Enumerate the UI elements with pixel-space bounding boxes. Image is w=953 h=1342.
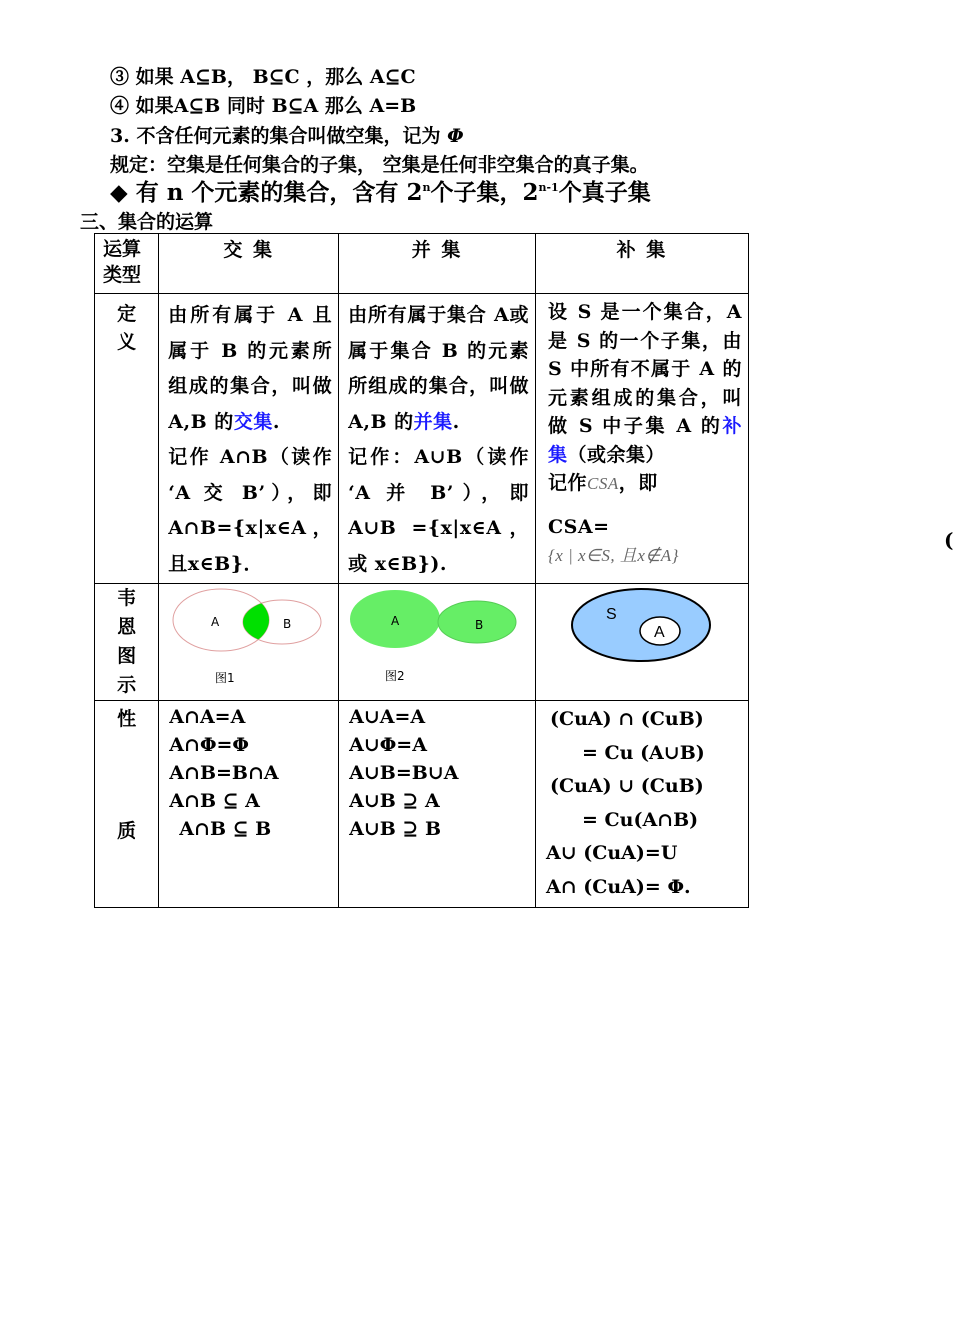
complement-formula: {x | x∈S, 且x∉A} — [547, 546, 679, 565]
property-item: (CuA) ∪ (CuB) — [549, 775, 704, 797]
intersection-definition — [159, 294, 339, 584]
intersection-def-period: . — [272, 410, 280, 433]
properties-row — [95, 701, 749, 908]
intersection-def-text: 由所有属于 A 且属于 B 的元素所组成的集合，叫做 A,B 的 — [168, 304, 333, 433]
venn-union-cell — [339, 584, 536, 701]
header-complement: 补 集 — [535, 234, 748, 294]
properties-label-2: 质 — [117, 820, 137, 842]
union-def-text: 由所有属于集合 A或属于集合 B 的元素所组成的集合，叫做 A,B 的 — [348, 304, 529, 433]
header-union: 并 集 — [339, 234, 536, 294]
property-item: A∩A=A — [169, 706, 246, 728]
property-item: A∪A=A — [349, 706, 426, 728]
union-definition — [339, 294, 536, 584]
property-item: A∪B ⊇ A — [349, 790, 440, 812]
property-item: A∩Φ=Φ — [169, 734, 249, 756]
fig3-label-a: A — [653, 624, 665, 641]
property-item: (CuA) ∩ (CuB) — [549, 708, 704, 730]
intersection-term: 交集 — [233, 410, 273, 433]
union-term: 并集 — [413, 410, 453, 433]
header-type-label-1: 运算 — [103, 238, 142, 260]
intro-line-empty-set — [110, 121, 464, 148]
complement-term: 补集 — [547, 415, 742, 466]
empty-set-symbol: Φ — [447, 125, 464, 147]
venn-complement-cell — [535, 584, 748, 701]
union-notation: 记作：A∪B（读作 ‘A 并 B’），即 A∪B ={x|x∈A，或 x∈B}). — [348, 446, 529, 575]
venn-row — [95, 584, 749, 701]
venn-label-4: 示 — [117, 674, 137, 696]
fig1-caption: 图1 — [215, 671, 235, 685]
complement-alt-name: （或余集） — [567, 443, 666, 466]
fig1-label-b: B — [283, 617, 292, 631]
complement-def-text: 设 S 是一个集合，A 是 S 的一个子集，由 S 中所有不属于 A 的元素组成的集合，叫做 S 中子集 A 的 — [547, 301, 742, 437]
spacer — [548, 499, 742, 513]
intersection-notation: 记作 A∩B（读作 ‘A 交 B’），即 A∩B={x|x∈A，且x∈B}． — [168, 446, 333, 575]
definition-row — [95, 294, 749, 584]
property-item: A∩ (CuA)= Φ. — [545, 875, 691, 898]
property-item: A∪B ⊇ B — [349, 818, 442, 840]
venn-intersection-cell — [159, 584, 339, 701]
complement-symbol: CSA — [587, 474, 619, 493]
venn-union-diagram — [339, 584, 535, 697]
intro-line-transitive: ③ 如果 A⊆B， B⊆C ，那么 A⊆C — [110, 66, 416, 88]
venn-complement-diagram — [536, 584, 748, 697]
property-item: = Cu(A∩B) — [581, 808, 699, 831]
fig2-caption: 图2 — [385, 669, 405, 683]
complement-formula-label: CSA= — [547, 515, 610, 538]
section-title: 三、集合的运算 — [80, 211, 214, 233]
set-operations-table — [94, 233, 749, 908]
subset-count-mid: 个子集，2 — [430, 179, 539, 206]
empty-set-text: 3. 不含任何元素的集合叫做空集，记为 — [110, 125, 448, 147]
property-item: A∩B=B∩A — [169, 762, 279, 784]
complement-that-is: ，即 — [618, 472, 658, 494]
venn-label-3: 图 — [117, 645, 137, 667]
intro-line-equality: ④ 如果A⊆B 同时 B⊆A 那么 A=B — [110, 95, 417, 117]
venn-label-2: 恩 — [117, 616, 137, 638]
property-item: A∪Φ=A — [349, 734, 427, 756]
union-properties — [339, 701, 536, 908]
definition-label-cell — [95, 294, 159, 584]
fig3-label-s: S — [605, 606, 617, 623]
complement-notation-label: 记作 — [547, 472, 587, 494]
header-row — [95, 234, 749, 294]
venn-label-cell — [95, 584, 159, 701]
property-item: A∩B ⊆ B — [179, 818, 272, 840]
intersection-properties — [159, 701, 339, 908]
fig1-label-a: A — [211, 615, 220, 629]
complement-properties — [535, 701, 748, 908]
complement-definition — [535, 294, 748, 584]
intro-line-subset-count — [110, 174, 651, 207]
header-type-label-2: 类型 — [103, 264, 142, 286]
subset-count-suffix: 个真子集 — [558, 179, 651, 206]
definition-label-2: 义 — [117, 331, 137, 353]
fig2-label-b: B — [475, 618, 484, 632]
property-item: A∪ (CuA)=U — [545, 842, 678, 864]
header-type-cell — [95, 234, 159, 294]
proper-subset-exponent: n-1 — [538, 181, 559, 194]
properties-label-cell — [95, 701, 159, 908]
header-intersection: 交 集 — [159, 234, 339, 294]
fig2-label-a: A — [391, 614, 400, 628]
subset-count-prefix: ◆ 有 n 个元素的集合，含有 2 — [110, 179, 423, 206]
properties-label-1: 性 — [117, 708, 137, 730]
union-def-period: . — [452, 410, 460, 433]
venn-intersection-diagram — [159, 584, 338, 697]
venn-label-1: 韦 — [117, 587, 137, 609]
subset-exponent: n — [422, 181, 431, 194]
property-item: A∩B ⊆ A — [169, 790, 260, 812]
property-item: = Cu (A∪B) — [581, 741, 705, 764]
definition-label-1: 定 — [117, 303, 137, 325]
intro-line-rule: 规定：空集是任何集合的子集， 空集是任何非空集合的真子集。 — [110, 154, 649, 176]
margin-mark: ( — [944, 528, 953, 552]
property-item: A∪B=B∪A — [349, 762, 459, 784]
